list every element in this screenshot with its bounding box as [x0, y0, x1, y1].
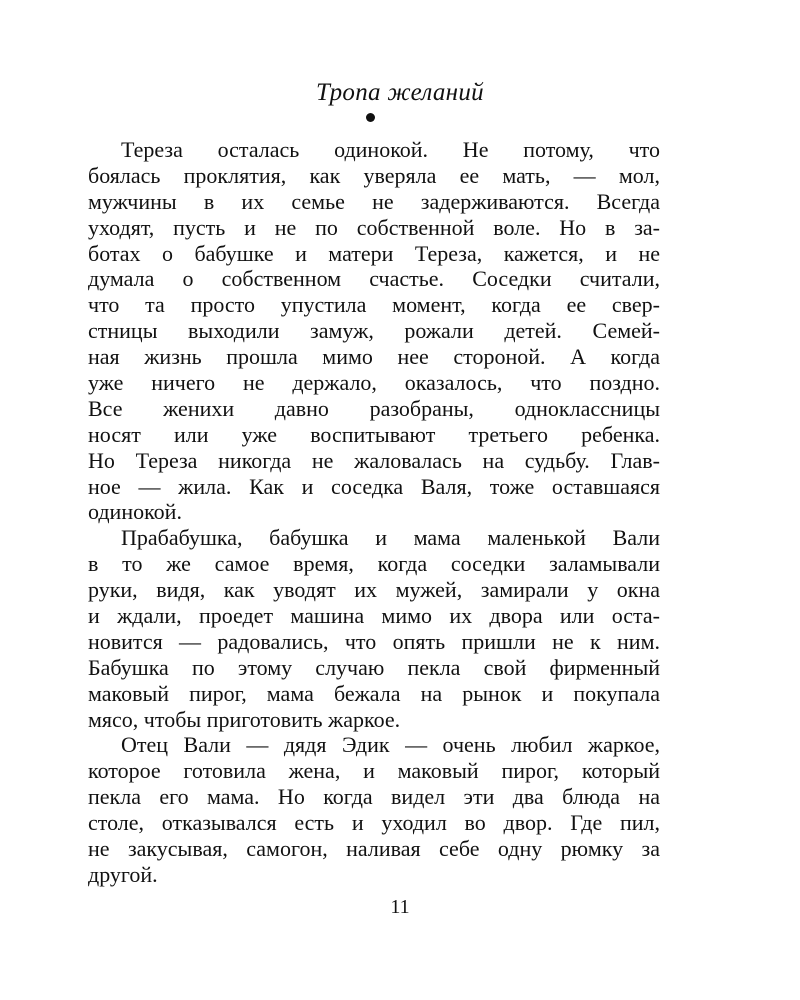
text-line: мясо, чтобы приготовить жаркое. [88, 706, 401, 732]
text-line: столе, отказывался есть и уходил во двор. Где пил, [88, 810, 660, 836]
text-line: что та просто упустила момент, когда ее свер- [88, 292, 660, 318]
text-line: и ждали, проедет машина мимо их двора или оста- [88, 603, 660, 629]
text-line: пекла его мама. Но когда видел эти два блюда на [88, 784, 660, 810]
text-line: не закусывая, самогон, наливая себе одну рюмку за [88, 836, 660, 862]
page-number: 11 [390, 896, 410, 918]
text-line: в то же самое время, когда соседки заламывали [88, 551, 660, 577]
text-line: стницы выходили замуж, рожали детей. Семей- [88, 318, 660, 344]
text-line: уже ничего не держало, оказалось, что поздно. [88, 370, 660, 396]
text-line: которое готовила жена, и маковый пирог, который [88, 758, 660, 784]
body-text [88, 137, 660, 888]
text-line: ботах о бабушке и матери Тереза, кажется, и не [88, 240, 660, 266]
text-line: Прабабушка, бабушка и мама маленькой Вали [121, 525, 660, 551]
text-line: Но Тереза никогда не жаловалась на судьбу. Глав- [88, 447, 660, 473]
text-line: другой. [88, 861, 158, 887]
text-line: Тереза осталась одинокой. Не потому, что [121, 137, 660, 162]
paragraph-2 [88, 525, 660, 732]
paragraph-3 [88, 732, 660, 887]
text-line: ная жизнь прошла мимо нее стороной. А когда [88, 344, 660, 370]
text-line: Все женихи давно разобраны, одноклассницы [88, 395, 660, 421]
bullet-ornament-icon [366, 113, 375, 122]
text-line: боялась проклятия, как уверяла ее мать, — мол, [88, 162, 660, 188]
text-line: одинокой. [88, 499, 182, 525]
text-line: Отец Вали — дядя Эдик — очень любил жаркое, [121, 732, 660, 758]
text-line: носят или уже воспитывают третьего ребенка. [88, 421, 660, 447]
running-title: Тропа желаний [316, 79, 484, 106]
text-line: ное — жила. Как и соседка Валя, тоже оставшаяся [88, 473, 660, 499]
text-line: мужчины в их семье не задерживаются. Всегда [88, 188, 660, 214]
paragraph-1 [88, 137, 660, 525]
text-line: уходят, пусть и не по собственной воле. Но в за- [88, 214, 660, 240]
text-line: маковый пирог, мама бежала на рынок и покупала [88, 680, 660, 706]
text-line: новится — радовались, что опять пришли не к ним. [88, 628, 660, 654]
text-line: руки, видя, как уводят их мужей, замирали у окна [88, 577, 660, 603]
text-line: думала о собственном счастье. Соседки считали, [88, 266, 660, 292]
text-line: Бабушка по этому случаю пекла свой фирменный [88, 654, 660, 680]
